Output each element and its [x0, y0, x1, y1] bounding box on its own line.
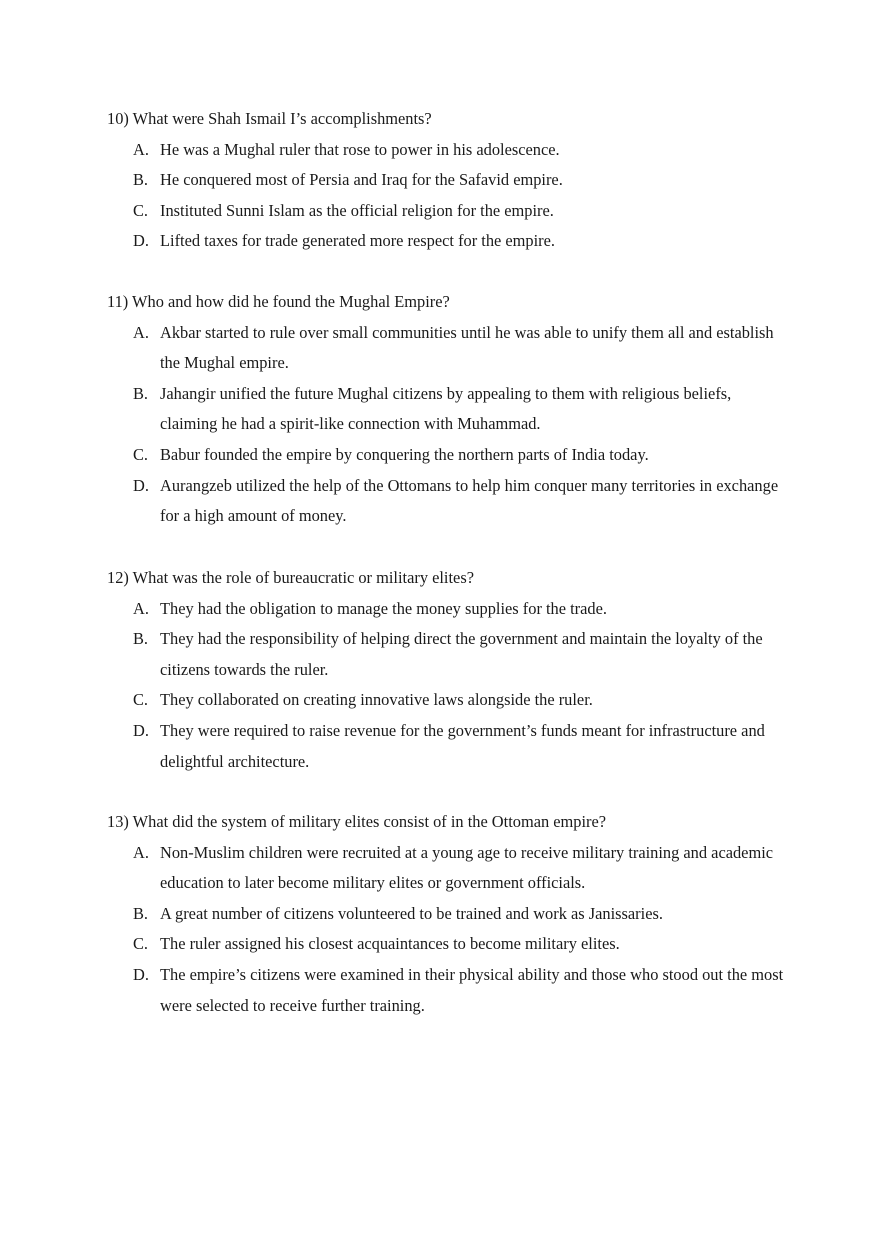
- option-text: The ruler assigned his closest acquaintances to become military elites.: [160, 934, 620, 954]
- option-text: A great number of citizens volunteered to be trained and work as Janissaries.: [160, 903, 663, 923]
- option-letter: B.: [133, 383, 149, 403]
- option-b: [107, 379, 787, 440]
- option-d: [107, 471, 787, 532]
- option-a: [107, 594, 787, 625]
- option-text: He conquered most of Persia and Iraq for the Safavid empire.: [160, 170, 563, 190]
- question-11: [107, 287, 787, 532]
- option-a: [107, 135, 787, 166]
- option-letter: B.: [133, 903, 149, 923]
- question-13: [107, 807, 787, 1021]
- question-12: [107, 563, 787, 777]
- option-d: [107, 226, 787, 257]
- option-letter: C.: [133, 444, 149, 464]
- option-text: Non-Muslim children were recruited at a young age to receive military training and academic education to later become military elites or government officials.: [160, 842, 774, 893]
- option-letter: B.: [133, 629, 149, 649]
- option-text: Aurangzeb utilized the help of the Ottomans to help him conquer many territories in exchange for a high amount of money.: [160, 475, 779, 526]
- option-c: [107, 440, 787, 471]
- option-letter: A.: [133, 598, 149, 618]
- option-letter: A.: [133, 322, 149, 342]
- option-text: Babur founded the empire by conquering the northern parts of India today.: [160, 444, 649, 464]
- question-stem: 13) What did the system of military elites consist of in the Ottoman empire?: [107, 812, 607, 831]
- option-a: [107, 838, 787, 899]
- option-text: Instituted Sunni Islam as the official religion for the empire.: [160, 200, 554, 220]
- option-text: They were required to raise revenue for the government’s funds meant for infrastructure and delightful architecture.: [160, 720, 765, 771]
- option-b: [107, 624, 787, 685]
- option-letter: C.: [133, 690, 149, 710]
- option-letter: D.: [133, 231, 149, 251]
- option-text: Akbar started to rule over small communities until he was able to unify them all and establish the Mughal empire.: [160, 322, 774, 373]
- option-a: [107, 318, 787, 379]
- option-text: He was a Mughal ruler that rose to power in his adolescence.: [160, 139, 560, 159]
- option-text: Lifted taxes for trade generated more respect for the empire.: [160, 231, 555, 251]
- option-letter: B.: [133, 170, 149, 190]
- question-stem: 11) Who and how did he found the Mughal Empire?: [107, 292, 450, 311]
- question-stem: 12) What was the role of bureaucratic or military elites?: [107, 568, 474, 587]
- option-letter: C.: [133, 934, 149, 954]
- option-letter: D.: [133, 964, 149, 984]
- option-b: [107, 165, 787, 196]
- option-text: Jahangir unified the future Mughal citizens by appealing to them with religious beliefs, claiming he had a spirit-like connection with Muhammad.: [160, 383, 732, 434]
- option-text: They had the responsibility of helping direct the government and maintain the loyalty of the citizens towards the ruler.: [160, 629, 763, 679]
- option-d: [107, 716, 787, 777]
- option-text: The empire’s citizens were examined in their physical ability and those who stood out the most were selected to receive further training.: [160, 964, 784, 1015]
- option-text: They had the obligation to manage the money supplies for the trade.: [160, 598, 607, 618]
- option-letter: A.: [133, 139, 149, 159]
- question-stem: 10) What were Shah Ismail I’s accomplishments?: [107, 109, 432, 128]
- option-c: [107, 196, 787, 227]
- option-c: [107, 685, 787, 716]
- option-letter: D.: [133, 720, 149, 740]
- option-letter: A.: [133, 842, 149, 862]
- option-letter: C.: [133, 200, 149, 220]
- question-10: [107, 104, 787, 257]
- option-d: [107, 960, 787, 1021]
- option-b: [107, 899, 787, 930]
- option-letter: D.: [133, 475, 149, 495]
- option-text: They collaborated on creating innovative laws alongside the ruler.: [160, 690, 593, 710]
- option-c: [107, 929, 787, 960]
